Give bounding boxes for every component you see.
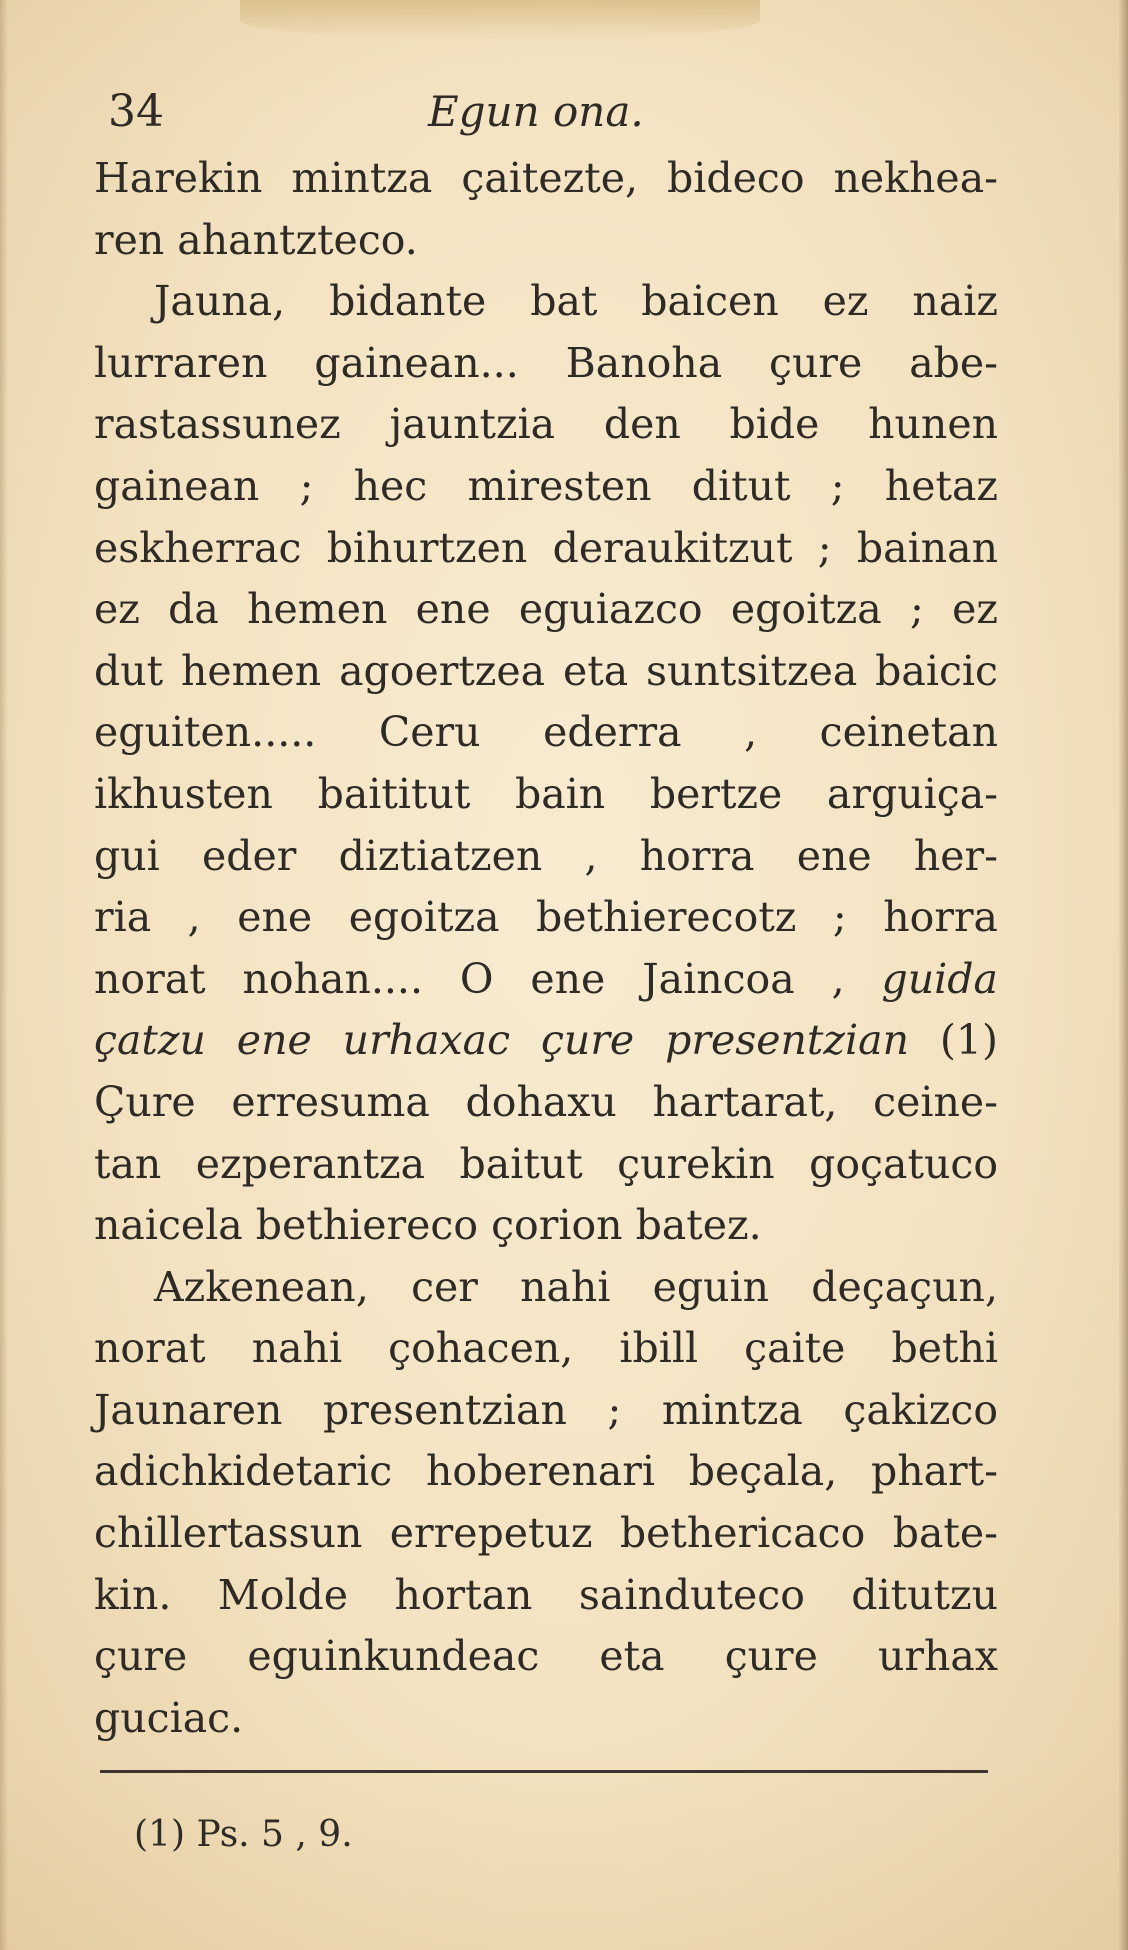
text-line: Jauna, bidante bat baicen ez naiz [154,277,998,326]
text-line: naicela bethiereco çorion batez. [94,1201,762,1250]
text-line: eskherrac bihurtzen deraukitzut ; bainan [94,523,998,572]
text-line: lurraren gainean... Banoha çure abe- [94,338,998,387]
text-line [94,1010,998,1072]
text-line: ez da hemen ene eguiazco egoitza ; ez [94,585,998,634]
text-line: rastassunez jauntzia den bide hunen [94,400,998,449]
body-text [94,148,998,1749]
text-line: ria , ene egoitza bethierecotz ; horra [94,893,998,942]
text-line: Çure erresuma dohaxu hartarat, ceine- [94,1077,998,1126]
page-number: 34 [108,86,164,137]
footnote-ref[interactable]: (1) [939,1016,998,1065]
italic-run: çatzu ene urhaxac çure presentzian [94,1016,909,1065]
text-line: Azkenean, cer nahi eguin deçaçun, [154,1262,998,1311]
text-line: gainean ; hec miresten ditut ; hetaz [94,461,998,510]
page-edge-left [0,0,8,1950]
paper-stain [240,0,760,40]
text-line: ren ahantzteco. [94,215,418,264]
text-line: ikhusten baititut bain bertze arguiça- [94,769,998,818]
text-line: Jaunaren presentzian ; mintza çakizco [94,1385,998,1434]
text-line: chillertassun errepetuz bethericaco bate- [94,1509,998,1558]
page-edge-right [1118,0,1128,1950]
page-header [108,82,1008,152]
italic-run: guida [881,954,998,1003]
text-line: eguiten..... Ceru ederra , ceinetan [94,708,998,757]
footnote-divider [100,1770,988,1773]
text-line: guciac. [94,1693,244,1742]
running-title: Egun ona. [428,87,644,136]
text-line: çure eguinkundeac eta çure urhax [94,1632,998,1681]
text-line: Harekin mintza çaitezte, bideco nekhea- [94,154,998,202]
text-line: kin. Molde hortan sainduteco ditutzu [94,1570,998,1619]
paragraph [94,271,998,1257]
paragraph [94,1257,998,1750]
text-line: tan ezperantza baitut çurekin goçatuco [94,1139,998,1188]
text-line: gui eder diztiatzen , horra ene her- [94,831,998,880]
footnote: (1) Ps. 5 , 9. [134,1814,353,1855]
text-line: norat nahi çohacen, ibill çaite bethi [94,1324,998,1373]
text-line [94,949,998,1011]
text-line: adichkidetaric hoberenari beçala, phart- [94,1447,998,1496]
paragraph [94,148,998,271]
text-run: norat nohan.... O ene Jaincoa , [94,954,845,1003]
text-line: dut hemen agoertzea eta suntsitzea baicic [94,646,998,695]
